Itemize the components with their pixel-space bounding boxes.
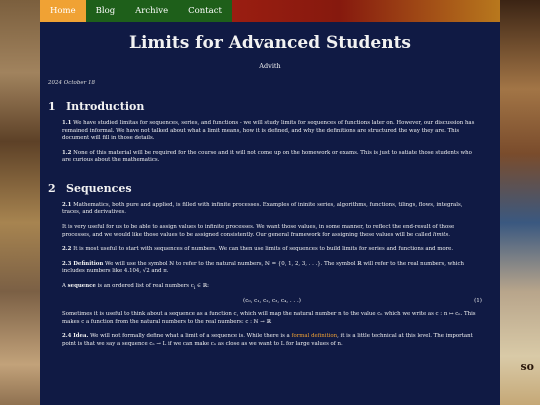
section-heading-introduction — [48, 100, 500, 113]
section-title: Introduction — [66, 100, 145, 113]
paragraph-text: We will use the symbol ℕ to refer to the natural numbers, ℕ = {0, 1, 2, 3, . . .}. The symbol ℝ will refer to the real numbers, which includes numbers like — [62, 260, 464, 275]
section-title: Sequences — [66, 181, 132, 195]
term-sequence: sequence — [67, 282, 96, 289]
author-name: Advith — [259, 62, 281, 70]
section-introduction-body — [40, 120, 500, 165]
paragraph-sequence-definition: A sequence is an ordered list of real numbers $c_i$ ∈ ℝ: — [62, 282, 209, 291]
paragraph-2-1-continued: It is very useful for us to be able to assign values to infinite processes. We want those values, in some manner, to reflect the end-result of those processes, and we would like those values to be assigned consistently. Our general framework for assigning these values will be called limits. — [62, 223, 455, 238]
background-right-strip — [500, 0, 540, 405]
nav-home-link[interactable]: Home — [40, 0, 86, 22]
section-sequences-body — [40, 202, 500, 349]
equation-1 — [62, 298, 482, 304]
paragraph-label: 2.4 Idea. — [62, 333, 89, 340]
paragraph-text: We have studied limitas for sequences, series, and functions - we will study limits for sequences of functions later on. However, our discussion has remained informal. We have not talked about what a limit means, how it is defined, and why the definitions are structured the way they are. This document will fill in those details. — [62, 120, 475, 142]
paragraph-text: Sometimes it is useful to think about a sequence as a function c, which will map the natural number n to the value cₙ which we write as c : n ↦ cₙ. This makes c a function from the natural numbers to the real numbers: c : ℕ → ℝ — [62, 311, 476, 325]
article-page — [40, 22, 500, 405]
painting-signature: so — [520, 360, 534, 373]
equation-number: (1) — [474, 298, 482, 305]
paragraph-label: 2.3 Definition — [62, 260, 104, 267]
publish-date: 2024 October 18 — [48, 80, 96, 86]
formal-definition-link[interactable]: formal definition — [291, 333, 338, 340]
top-navigation — [40, 0, 232, 22]
paragraph-label: 2.2 — [62, 246, 72, 253]
paragraph-2-4-idea — [62, 333, 482, 348]
background-left-strip — [0, 0, 40, 405]
term-limits: limits — [433, 231, 449, 238]
paragraph-2-2 — [62, 246, 482, 254]
paragraph-text: It is very useful for us to be able to assign values to infinite processes. We want those values, in some manner, to reflect the end-result of those processes, and we would like those values to be assigned consistently. Our general framework for assigning these values will be called — [62, 223, 455, 238]
nav-archive-link[interactable]: Archive — [125, 0, 178, 22]
equation-body: (c₀, c₁, c₂, c₃, c₄, . . .) — [243, 298, 301, 305]
paragraph-label: 1.1 — [62, 120, 72, 126]
paragraph-text: Mathematics, both pure and applied, is filled with infinite processes. Examples of ininite series, algorithms, functions, tilings, flows, integrals, traces, and derivatives. — [62, 201, 463, 216]
page-title: Limits for Advanced Students — [128, 33, 411, 53]
paragraph-text: is an ordered list of real numbers c — [97, 282, 194, 289]
nav-contact-link[interactable]: Contact — [178, 0, 232, 22]
paragraph-text: It is most useful to start with sequences of numbers. We can then use limits of sequences to build limits for series and functions and more. — [73, 246, 454, 253]
section-number: 2 — [48, 181, 56, 195]
paragraph-2-1 — [62, 202, 482, 217]
paragraph-sequence-function — [62, 311, 482, 326]
section-number: 1 — [48, 100, 56, 113]
paragraph-label: 2.1 — [62, 201, 72, 208]
section-heading-sequences — [48, 182, 500, 195]
paragraph-text: A — [62, 282, 66, 289]
paragraph-math: ∈ ℝ: — [196, 282, 209, 289]
paragraph-1-1 — [62, 120, 482, 143]
paragraph-text: None of this material will be required for the course and it will not come up on the homework or exams. This is just to satiate those students who are curious about the mathematics. — [62, 149, 472, 164]
paragraph-1-2 — [62, 150, 482, 165]
paragraph-text: , it is a little technical at this level. The important point is that we say a sequence cₙ → L if we can make cₙ as close as we want to L for large values of n. — [62, 333, 473, 347]
paragraph-label: 1.2 — [62, 149, 72, 156]
paragraph-math: 4.104, √2 and π. — [123, 268, 169, 275]
paragraph-text: We will not formally define what a limit of a sequence is. While there is a — [90, 333, 290, 340]
paragraph-2-3 — [62, 261, 482, 276]
nav-blog-link[interactable]: Blog — [86, 0, 126, 22]
